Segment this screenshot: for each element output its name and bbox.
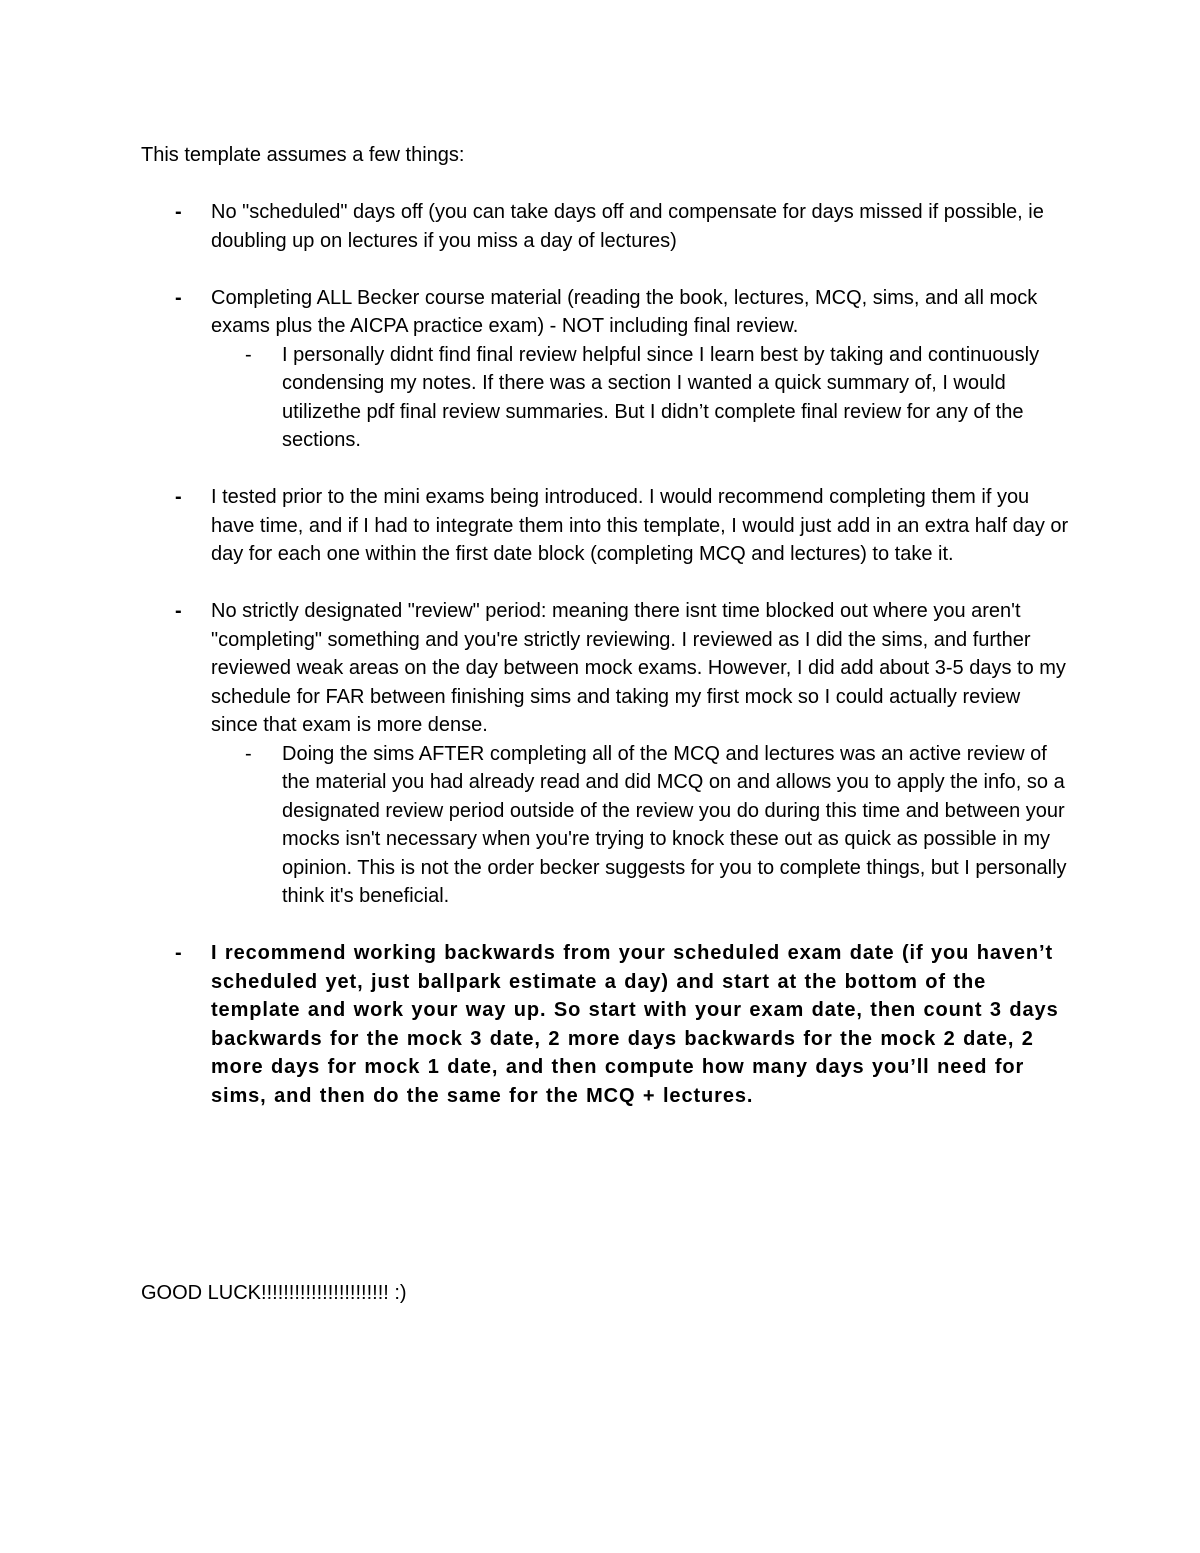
list-item-text: I tested prior to the mini exams being introduced. I would recommend completing them if you have time, and if I had to integrate them into this template, I would just add in an extra half day or day for each one within the first date block (completing MCQ and lectures) to take it. (211, 486, 1069, 565)
bullet-dash: - (175, 201, 182, 223)
sub-list (211, 341, 1071, 455)
list-item-text: No strictly designated "review" period: meaning there isnt time blocked out where you aren't "completing" something and you're strictly reviewing. I reviewed as I did the sims, and further reviewed weak areas on the day between mock exams. However, I did add about 3-5 days to my schedule for FAR between finishing sims and taking my first mock so I could actually review since that exam is more dense. (211, 600, 1066, 736)
sub-list (211, 740, 1071, 911)
sub-list-item (211, 740, 1071, 911)
assumptions-list (141, 198, 1071, 1139)
bullet-dash: - (175, 486, 182, 508)
list-item (141, 284, 1071, 455)
list-item (141, 597, 1071, 911)
sub-list-item-text: Doing the sims AFTER completing all of the MCQ and lectures was an active review of the material you had already read and did MCQ on and allows you to apply the info, so a designated review period outside of the review you do during this time and between your mocks isn't necessary when you're trying to knock these out as quick as possible in my opinion. This is not the order becker suggests for you to complete things, but I personally think it's beneficial. (282, 742, 1067, 907)
bullet-dash: - (175, 286, 182, 309)
closing-text: GOOD LUCK!!!!!!!!!!!!!!!!!!!!!!! :) (141, 1282, 407, 1304)
sub-bullet-dash: - (245, 742, 252, 765)
list-item (141, 198, 1071, 255)
sub-list-item-text: I personally didnt find final review helpful since I learn best by taking and continuously condensing my notes. If there was a section I wanted a quick summary of, I would utilizethe pdf final review summaries. But I didn’t complete final review for any of the sections. (282, 343, 1040, 451)
bullet-dash: - (175, 942, 182, 964)
list-item-text: Completing ALL Becker course material (reading the book, lectures, MCQ, sims, and all mock exams plus the AICPA practice exam) - NOT including final review. (211, 286, 1038, 337)
list-item-recommendation (141, 939, 1071, 1110)
sub-list-item (211, 341, 1071, 455)
bullet-dash: - (175, 600, 182, 622)
list-item (141, 483, 1071, 569)
list-item-text: No "scheduled" days off (you can take days off and compensate for days missed if possible, ie doubling up on lectures if you miss a day of lectures) (211, 201, 1044, 252)
list-item-text: I recommend working backwards from your scheduled exam date (if you haven’t scheduled yet, just ballpark estimate a day) and start at the bottom of the template and work your way up. So start with your exam date, then count 3 days backwards for the mock 3 date, 2 more days backwards for the mock 2 date, 2 more days for mock 1 date, and then compute how many days you’ll need for sims, and then do the same for the MCQ + lectures. (211, 942, 1059, 1107)
intro-text: This template assumes a few things: (141, 144, 465, 166)
sub-bullet-dash: - (245, 343, 252, 366)
